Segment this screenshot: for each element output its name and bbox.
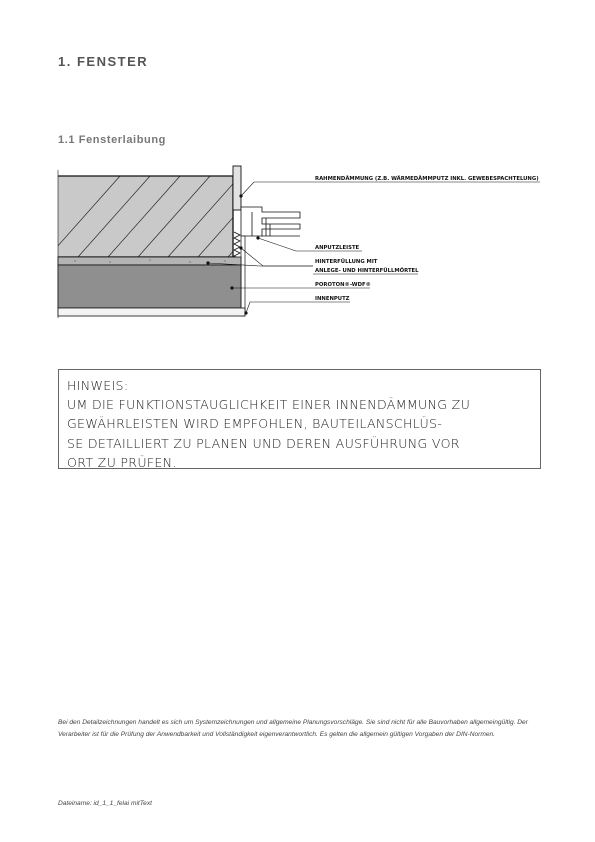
note-line: SE DETAILLIERT ZU PLANEN UND DEREN AUSFÜHRUNG VOR	[67, 435, 460, 451]
note-line: GEWÄHRLEISTEN WIRD EMPFOHLEN, BAUTEILANSCHLÜS-	[67, 416, 443, 432]
label-anputzleiste: ANPUTZLEISTE	[315, 245, 360, 251]
interior-plaster	[58, 308, 245, 316]
note-line: UM DIE FUNKTIONSTAUGLICHKEIT EINER INNENDÄMMUNG ZU	[67, 397, 471, 413]
file-name: Dateiname: id_1_1_felai mitText	[58, 800, 152, 807]
window-frame	[241, 207, 300, 236]
label-backfill-mortar: ANLEGE- UND HINTERFÜLLMÖRTEL	[315, 268, 419, 274]
window-reveal-detail-drawing	[0, 160, 595, 325]
label-frame-insulation: RAHMENDÄMMUNG (Z.B. WÄRMEDÄMMPUTZ INKL. GEWEBESPACHTELUNG)	[315, 176, 539, 182]
page-title: 1. FENSTER	[58, 54, 149, 69]
adhesive-mortar-layer	[58, 257, 241, 265]
label-poroton-wdf: POROTON®-WDF®	[315, 282, 371, 288]
wdf-insulation-board	[58, 265, 241, 308]
note-box	[58, 369, 541, 469]
frame-insulation	[233, 166, 241, 210]
note-heading: HINWEIS:	[67, 378, 129, 393]
note-line: ORT ZU PRÜFEN.	[67, 454, 177, 470]
label-interior-plaster: INNENPUTZ	[315, 296, 350, 302]
section-subtitle: 1.1 Fensterlaibung	[58, 134, 166, 146]
disclaimer-text: Bei den Detailzeichnungen handelt es sich um Systemzeichnungen und allgemeine Planungsvorschläge. Sie sind nicht für alle Bauvorhaben allgemeingültig. Der Verarbeiter ist für die Prüfung der Anwendbarkeit und Vollständigkeit eigenverantwortlich. Es gelten die allgemein gültigen Vorgaben der DIN-Normen.	[58, 719, 528, 738]
label-backfill: HINTERFÜLLUNG MIT	[315, 259, 378, 265]
